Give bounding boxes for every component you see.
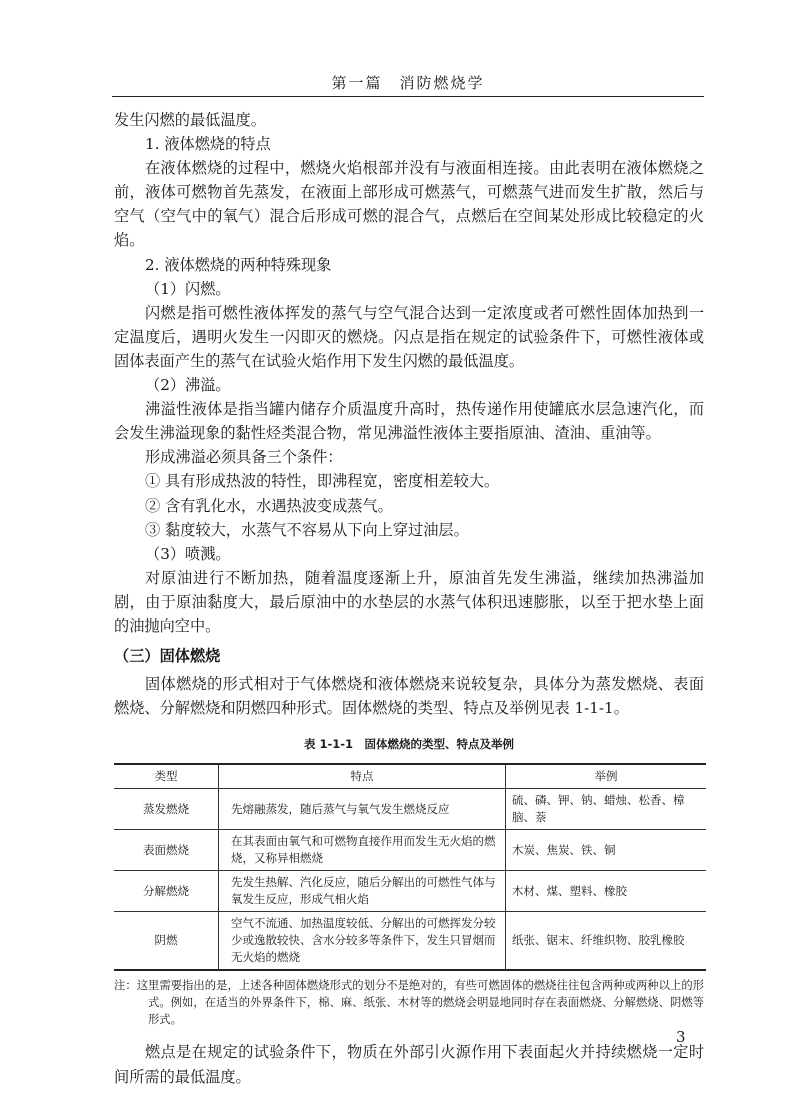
table-row [114, 789, 706, 830]
cell-type: 蒸发燃烧 [114, 789, 219, 830]
paragraph-ignition-point: 燃点是在规定的试验条件下，物质在外部引火源作用下表面起火并持续燃烧一定时间所需的最低温度。 [114, 1043, 704, 1086]
cell-type: 分解燃烧 [114, 871, 219, 912]
table-row [114, 871, 706, 912]
solid-combustion-table [114, 763, 706, 971]
page-number: 3 [676, 1028, 686, 1046]
heading-liquid-features: 1. 液体燃烧的特点 [145, 135, 271, 154]
cell-type: 表面燃烧 [114, 830, 219, 871]
conditions-intro: 形成沸溢必须具备三个条件： [145, 448, 343, 467]
label-boilover: （2）沸溢。 [145, 376, 231, 395]
column-header: 特点 [219, 764, 506, 789]
cell-type: 阴燃 [114, 912, 219, 971]
cell-example: 木炭、焦炭、铁、铜 [506, 830, 707, 871]
column-header: 举例 [506, 764, 707, 789]
paragraph-liquid-features: 在液体燃烧的过程中，燃烧火焰根部并没有与液面相连接。由此表明在液体燃烧之前，液体可燃物首先蒸发，在液面上部形成可燃蒸气，可燃蒸气进而发生扩散，然后与空气（空气中的氧气）混合后形成可燃的混合气，点燃后在空间某处形成比较稳定的火焰。 [114, 159, 704, 250]
cell-feature: 空气不流通、加热温度较低、分解出的可燃挥发分较少或逸散较快、含水分较多等条件下，发生只冒烟而无火焰的燃烧 [219, 912, 506, 971]
label-splash: （3）喷溅。 [145, 544, 231, 563]
cell-feature: 先熔融蒸发，随后蒸气与氧气发生燃烧反应 [219, 789, 506, 830]
running-header: 第一篇 消防燃烧学 [331, 74, 485, 92]
paragraph-flash-end: 发生闪燃的最低温度。 [114, 111, 266, 129]
table-note: 注：这里需要指出的是，上述各种固体燃烧形式的划分不是绝对的，有些可燃固体的燃烧往往包含两种或两种以上的形式。例如，在适当的外界条件下，棉、麻、纸张、木材等的燃烧会明显地同时存在表面燃烧、分解燃烧、阴燃等形式。 [114, 979, 704, 1027]
section-heading-solid: （三）固体燃烧 [114, 647, 221, 666]
heading-special-phenomena: 2. 液体燃烧的两种特殊现象 [145, 255, 332, 274]
header-rule [112, 96, 704, 97]
cell-example: 木材、煤、塑料、橡胶 [506, 871, 707, 912]
table-row [114, 830, 706, 871]
body-text [114, 108, 704, 1089]
condition-item: ③ 黏度较大，水蒸气不容易从下向上穿过油层。 [145, 520, 469, 539]
paragraph-splash: 对原油进行不断加热，随着温度逐渐上升，原油首先发生沸溢，继续加热沸溢加剧，由于原油黏度大，最后原油中的水垫层的水蒸气体积迅速膨胀，以至于把水垫上面的油抛向空中。 [114, 568, 704, 635]
cell-feature: 先发生热解、汽化反应，随后分解出的可燃性气体与氧发生反应，形成气相火焰 [219, 871, 506, 912]
cell-example: 硫、磷、钾、钠、蜡烛、松香、樟脑、萘 [506, 789, 707, 830]
paragraph-solid: 固体燃烧的形式相对于气体燃烧和液体燃烧来说较复杂，具体分为蒸发燃烧、表面燃烧、分解燃烧和阴燃四种形式。固体燃烧的类型、特点及举例见表 1-1-1。 [114, 675, 704, 718]
table-row [114, 912, 706, 971]
condition-item: ① 具有形成热波的特性，即沸程宽，密度相差较大。 [145, 472, 500, 491]
cell-example: 纸张、锯末、纤维织物、胶乳橡胶 [506, 912, 707, 971]
condition-item: ② 含有乳化水，水遇热波变成蒸气。 [145, 496, 393, 515]
paragraph-boilover: 沸溢性液体是指当罐内储存介质温度升高时，热传递作用使罐底水层急速汽化，而会发生沸溢现象的黏性烃类混合物，常见沸溢性液体主要指原油、渣油、重油等。 [114, 400, 704, 443]
table-header-row [114, 764, 706, 789]
column-header: 类型 [114, 764, 219, 789]
label-flash: （1）闪燃。 [145, 279, 231, 298]
paragraph-flash: 闪燃是指可燃性液体挥发的蒸气与空气混合达到一定浓度或者可燃性固体加热到一定温度后，遇明火发生一闪即灭的燃烧。闪点是指在规定的试验条件下，可燃性液体或固体表面产生的蒸气在试验火焰作用下发生闪燃的最低温度。 [114, 303, 704, 370]
cell-feature: 在其表面由氧气和可燃物直接作用而发生无火焰的燃烧，又称异相燃烧 [219, 830, 506, 871]
table-caption: 表 1-1-1 固体燃烧的类型、特点及举例 [303, 737, 515, 752]
